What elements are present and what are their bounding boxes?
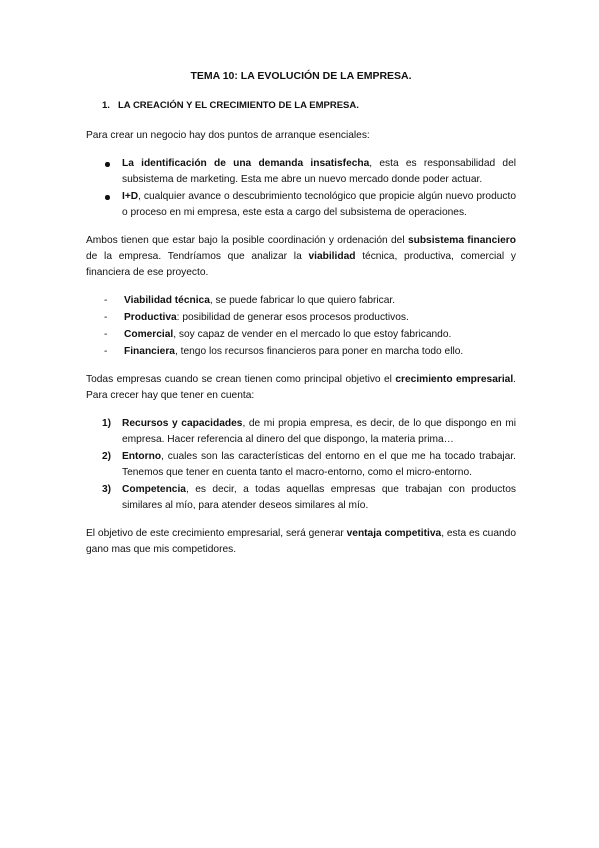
bold-term: crecimiento empresarial (395, 374, 514, 385)
list-item (86, 482, 516, 514)
dash-marker: - (104, 312, 108, 323)
item-text: : posibilidad de generar esos procesos productivos. (176, 312, 409, 323)
list-item (86, 293, 516, 309)
document-title: TEMA 10: LA EVOLUCIÓN DE LA EMPRESA. (190, 70, 412, 82)
intro-paragraph: Para crear un negocio hay dos puntos de arranque esenciales: (86, 130, 370, 141)
document-body (86, 68, 516, 570)
list-item (86, 327, 516, 343)
bullet-icon (105, 162, 110, 167)
growth-paragraph: Todas empresas cuando se crean tienen como principal objetivo el crecimiento empresarial. Para crecer hay que tener en cuenta: (86, 374, 517, 401)
factors-list (86, 416, 516, 514)
bullet-icon (105, 195, 110, 200)
section-heading (86, 98, 516, 114)
bold-term: Competencia (122, 484, 186, 495)
item-number: 2) (102, 451, 112, 462)
list-item (86, 189, 516, 221)
dash-marker: - (104, 295, 108, 306)
item-text: , tengo los recursos financieros para poner en marcha todo ello. (174, 346, 464, 357)
list-item (86, 416, 516, 448)
bold-term: ventaja competitiva (346, 528, 442, 539)
bold-term: Financiera (124, 346, 175, 357)
bold-term: viabilidad (308, 251, 356, 262)
bold-term: Viabilidad técnica (124, 295, 210, 306)
item-text: , cualquier avance o descubrimiento tecnológico que propicie algún nuevo producto o proceso en mi empresa, este esta a cargo del subsistema de operaciones. (122, 191, 516, 218)
item-text: , se puede fabricar lo que quiero fabricar. (209, 295, 396, 306)
bold-term: La identificación de una demanda insatisfecha (122, 158, 370, 169)
item-number: 1) (102, 418, 112, 429)
item-text: , soy capaz de vender en el mercado lo que estoy fabricando. (173, 329, 452, 340)
list-item (86, 344, 516, 360)
item-text: , cuales son las características del entorno en el que me ha tocado trabajar. Tenemos que tener en cuenta tanto el macro-entorno, como el micro-entorno. (122, 451, 516, 478)
section-number: 1. (102, 100, 110, 111)
list-item (86, 310, 516, 326)
bold-term: subsistema financiero (407, 235, 516, 246)
item-text: , de mi propia empresa, es decir, de lo que dispongo en mi empresa. Hacer referencia al dinero del que dispongo, la materia prima… (122, 418, 516, 445)
dash-marker: - (104, 329, 108, 340)
section-label: LA CREACIÓN Y EL CRECIMIENTO DE LA EMPRESA. (118, 100, 359, 111)
bold-term: Comercial (124, 329, 174, 340)
viability-list (86, 293, 516, 360)
item-number: 3) (102, 484, 112, 495)
objective-paragraph: El objetivo de este crecimiento empresarial, será generar ventaja competitiva, esta es cuando gano mas que mis competidores. (86, 528, 516, 555)
item-text: , es decir, a todas aquellas empresas que trabajan con productos similares al mío, para atender deseos similares al mío. (122, 484, 516, 511)
list-item (86, 449, 516, 481)
bold-term: Productiva (124, 312, 177, 323)
coordination-paragraph: Ambos tienen que estar bajo la posible coordinación y ordenación del subsistema financiero de la empresa. Tendríamos que analizar la viabilidad técnica, productiva, comercial y financiera de ese proyecto. (86, 235, 517, 278)
bold-term: I+D (122, 191, 139, 202)
list-item (86, 156, 516, 188)
bold-term: Entorno (122, 451, 162, 462)
bold-term: Recursos y capacidades (122, 418, 243, 429)
item-text: , esta es responsabilidad del subsistema de marketing. Esta me abre un nuevo mercado donde poder actuar. (122, 158, 516, 185)
start-points-list (86, 156, 516, 221)
dash-marker: - (104, 346, 108, 357)
